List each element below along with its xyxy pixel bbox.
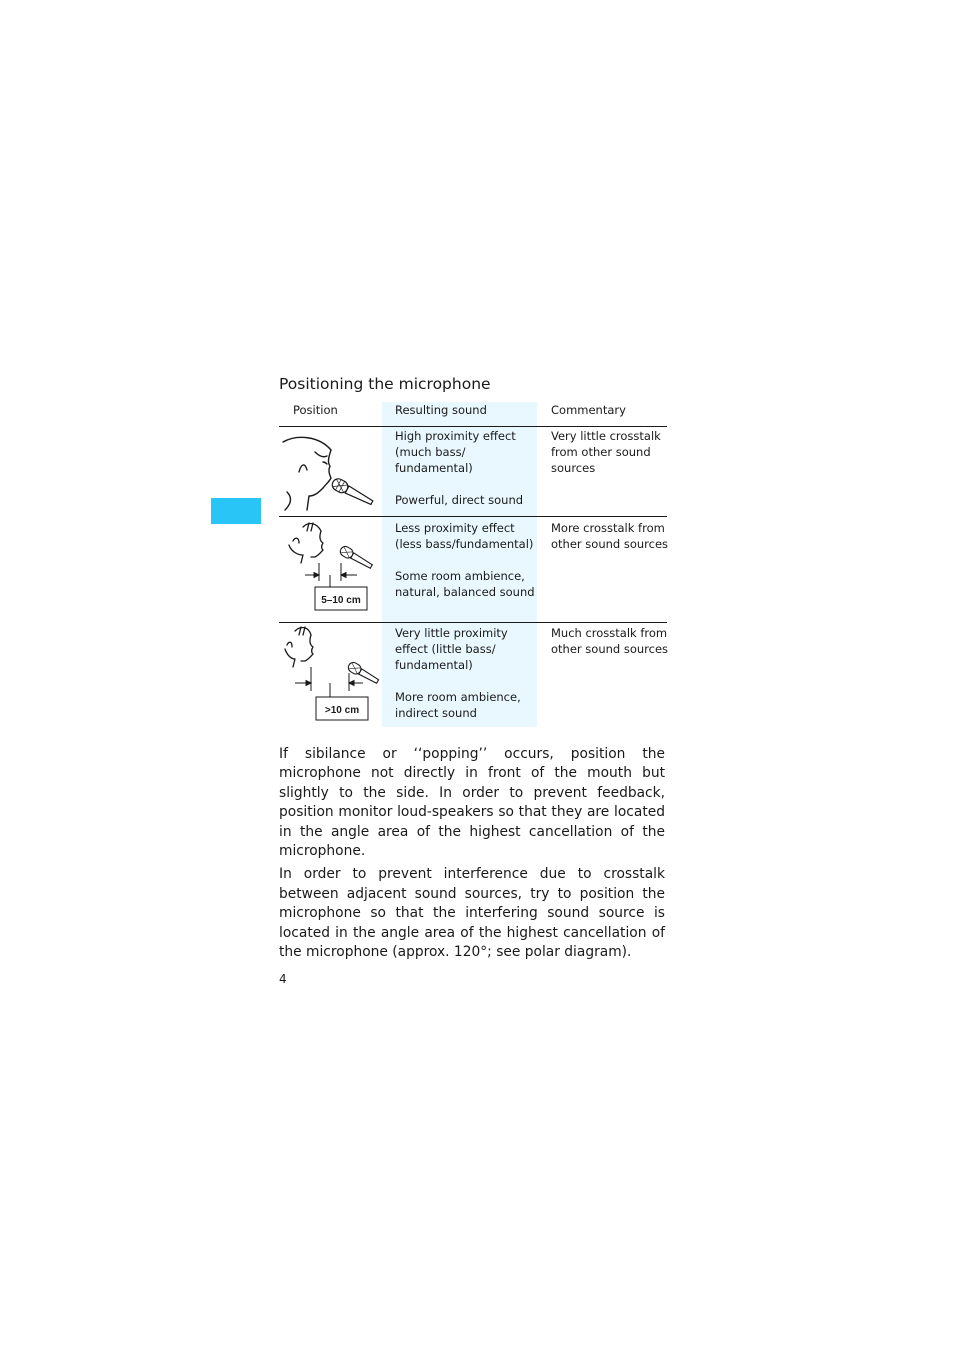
resulting-sound-cell: [395, 520, 535, 600]
sound-text: effect (little bass/: [395, 642, 496, 656]
sound-text: natural, balanced sound: [395, 585, 535, 599]
sound-text: Very little proximity: [395, 626, 508, 640]
paragraph: In order to prevent interference due to crosstalk between adjacent sound sources, try to position the microphone so that the interfering sound source is located in the angle area of the highest cancellation of the microphone (approx. 120°; see polar diagram).: [279, 866, 665, 961]
section-title: Positioning the microphone: [279, 375, 491, 393]
distance-label: >10 cm: [324, 705, 360, 716]
sound-text: fundamental): [395, 461, 473, 475]
header-commentary: Commentary: [551, 403, 626, 417]
commentary-text: sources: [551, 461, 596, 475]
paragraph: If sibilance or ‘‘popping’’ occurs, position the microphone not directly in front of the mouth but slightly to the side. In order to prevent feedback, position monitor loud-speakers so that they are located in the angle area of the highest cancellation of the microphone.: [279, 746, 665, 860]
commentary-text: Very little crosstalk: [551, 429, 661, 443]
header-position: Position: [293, 403, 338, 417]
sound-text: indirect sound: [395, 706, 477, 720]
commentary-text: from other sound: [551, 445, 651, 459]
table-rule: [279, 426, 667, 427]
sound-text: fundamental): [395, 658, 473, 672]
commentary-cell: [551, 625, 668, 657]
singer-close-mic-illustration: [279, 432, 381, 512]
table-rule: [279, 622, 667, 623]
sound-text: High proximity effect: [395, 429, 516, 443]
resulting-sound-cell: [395, 625, 521, 721]
head-mic-medium-distance-illustration: [283, 519, 383, 615]
sound-text: (less bass/fundamental): [395, 537, 534, 551]
sound-text: Powerful, direct sound: [395, 493, 524, 507]
sound-text: (much bass/: [395, 445, 466, 459]
table-rule: [279, 516, 667, 517]
body-text: [279, 745, 665, 962]
head-mic-far-distance-illustration: [283, 625, 383, 725]
chapter-tab-marker: [211, 498, 261, 524]
sound-text: Some room ambience,: [395, 569, 525, 583]
commentary-cell: [551, 428, 661, 476]
header-resulting-sound: Resulting sound: [395, 403, 487, 417]
commentary-text: other sound sources: [551, 642, 669, 656]
distance-label: 5–10 cm: [321, 595, 361, 606]
sound-text: Less proximity effect: [395, 521, 515, 535]
commentary-cell: [551, 520, 668, 552]
commentary-text: Much crosstalk from: [551, 626, 668, 640]
commentary-text: other sound sources: [551, 537, 669, 551]
commentary-text: More crosstalk from: [551, 521, 665, 535]
sound-text: More room ambience,: [395, 690, 521, 704]
resulting-sound-cell: [395, 428, 523, 508]
page-number: 4: [279, 972, 287, 986]
